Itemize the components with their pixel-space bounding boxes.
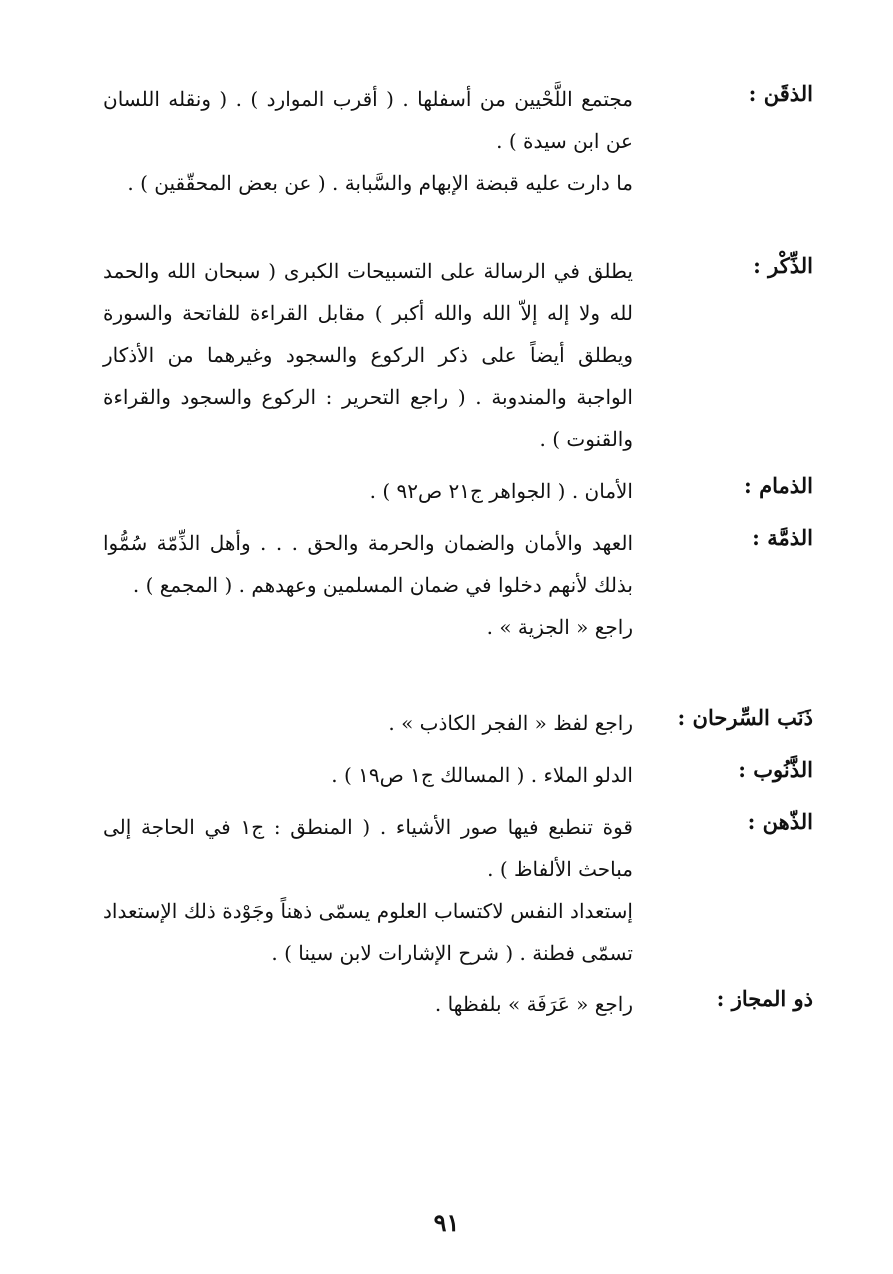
definition-paragraph: العهد والأمان والضمان والحرمة والحق . . . وأهل الذِّمّة سُمُّوا بذلك لأنهم دخلوا في ضمان المسلمين وعهدهم . ( المجمع ) . [103,531,633,597]
definition-paragraph: قوة تنطبع فيها صور الأشياء . ( المنطق : ج١ في الحاجة إلى مباحث الألفاظ ) . [103,815,633,881]
entry-definition [103,78,633,204]
definition-paragraph: ما دارت عليه قبضة الإبهام والسَّبابة . ( عن بعض المحقّقين ) . [127,171,633,195]
entry-definition [103,250,633,460]
definition-paragraph: الدلو الملاء . ( المسالك ج١ ص١٩ ) . [331,763,633,787]
definition-paragraph: يطلق في الرسالة على التسبيحات الكبرى ( سبحان الله والحمد لله ولا إله إلاّ الله والله أكبر ) مقابل القراءة للفاتحة والسورة ويطلق أيضاً على ذكر الركوع والسجود وغيرهما من الأذكار الواجبة والمندوبة . ( راجع التحرير : الركوع والسجود والقراءة والقنوت ) . [103,259,633,451]
entry-term: الذمَّة : [752,525,813,550]
entry-term: الذّهن : [747,809,813,834]
entry-definition [103,702,633,744]
entry-definition [103,754,633,796]
entry-term: الذِّكْر : [753,253,813,278]
page-number: ٩١ [433,1208,460,1237]
entry-definition [103,470,633,512]
definition-paragraph: راجع لفظ « الفجر الكاذب » . [388,711,633,735]
entry-term: ذو المجاز : [716,986,813,1011]
definition-paragraph: مجتمع اللَّحْيين من أسفلها . ( أقرب الموارد ) . ( ونقله اللسان عن ابن سيدة ) . [103,87,633,153]
entry-definition [103,983,633,1025]
definition-paragraph: راجع « عَرَفَة » بلفظها . [434,992,633,1016]
entry-term: ذَنَب السِّرحان : [677,705,813,730]
entry-definition [103,522,633,648]
definition-paragraph: راجع « الجزية » . [486,615,633,639]
entry-definition [103,806,633,974]
definition-paragraph: إستعداد النفس لاكتساب العلوم يسمّى ذهناً وجَوْدة ذلك الإستعداد تسمّى فطنة . ( شرح الإشارات لابن سينا ) . [103,899,633,965]
entry-term: الذقَن : [748,81,813,106]
entry-term: الذَّنُوب : [738,757,813,782]
entry-term: الذمام : [744,473,813,498]
definition-paragraph: الأمان . ( الجواهر ج٢١ ص٩٢ ) . [369,479,633,503]
